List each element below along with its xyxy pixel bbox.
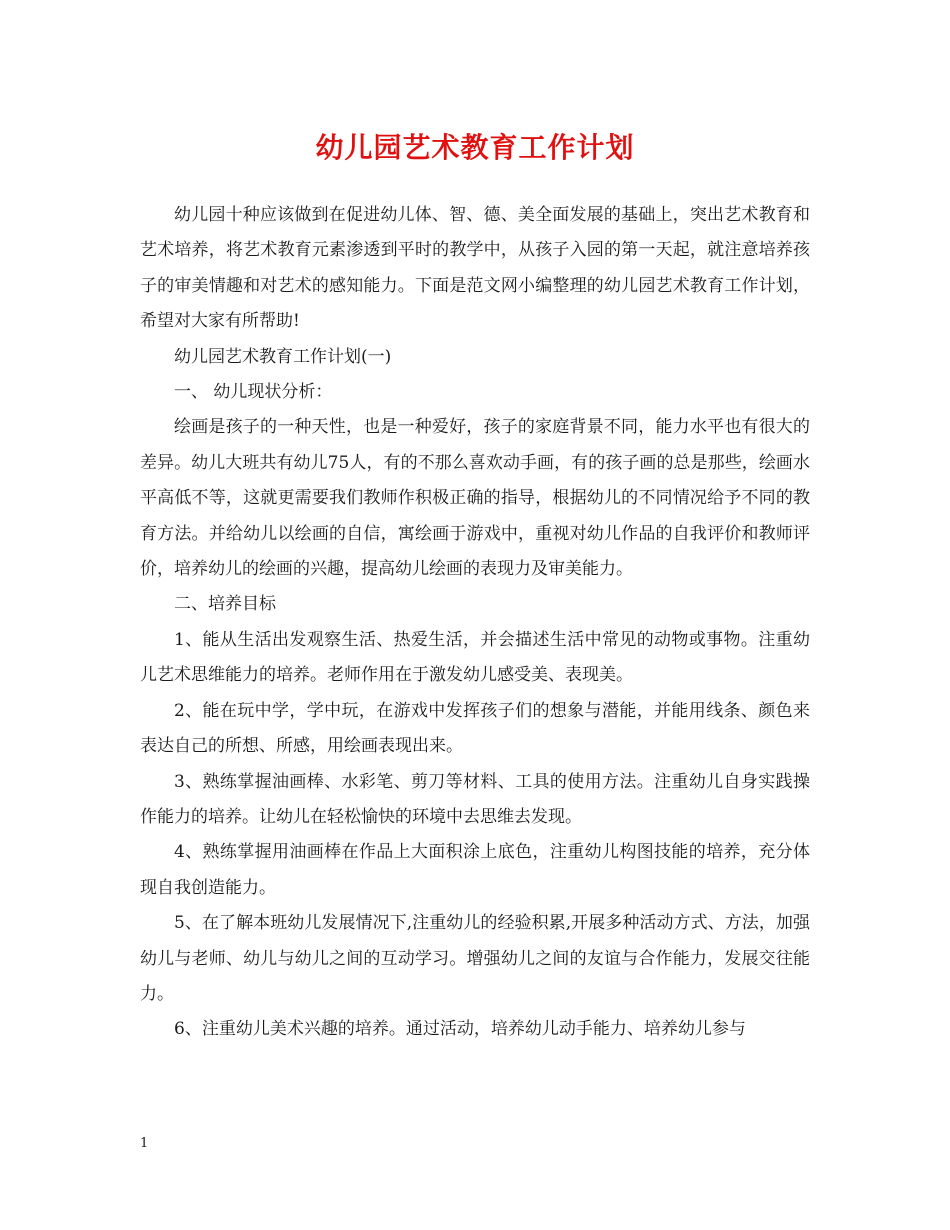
- document-title: 幼儿园艺术教育工作计划: [315, 131, 635, 164]
- goal-item-3: 3、熟练掌握油画棒、水彩笔、剪刀等材料、工具的使用方法。注重幼儿自身实践操作能力的培养。让幼儿在轻松愉快的环境中去思维去发现。: [140, 771, 810, 827]
- goal-item-5: 5、在了解本班幼儿发展情况下,注重幼儿的经验积累,开展多种活动方式、方法，加强幼儿与老师、幼儿与幼儿之间的互动学习。增强幼儿之间的友谊与合作能力，发展交往能力。: [140, 913, 810, 1004]
- page-number: 1: [140, 1136, 149, 1151]
- document-body: [140, 198, 810, 1048]
- goal-item-4: 4、熟练掌握用油画棒在作品上大面积涂上底色，注重幼儿构图技能的培养，充分体现自我创造能力。: [140, 842, 810, 898]
- section-heading-goals: 二、培养目标: [174, 594, 276, 615]
- section-heading-analysis: 一、 幼儿现状分析：: [174, 382, 333, 403]
- goal-item-6: 6、注重幼儿美术兴趣的培养。通过活动，培养幼儿动手能力、培养幼儿参与: [174, 1019, 746, 1040]
- intro-paragraph: 幼儿园十种应该做到在促进幼儿体、智、德、美全面发展的基础上，突出艺术教育和艺术培养，将艺术教育元素渗透到平时的教学中，从孩子入园的第一天起，就注意培养孩子的审美情趣和对艺术的感知能力。下面是范文网小编整理的幼儿园艺术教育工作计划，希望对大家有所帮助!: [140, 205, 810, 332]
- analysis-paragraph: 绘画是孩子的一种天性，也是一种爱好，孩子的家庭背景不同，能力水平也有很大的差异。幼儿大班共有幼儿75人，有的不那么喜欢动手画，有的孩子画的总是那些，绘画水平高低不等，这就更需要我们教师作积极正确的指导，根据幼儿的不同情况给予不同的教育方法。并给幼儿以绘画的自信，寓绘画于游戏中，重视对幼儿作品的自我评价和教师评价，培养幼儿的绘画的兴趣，提高幼儿绘画的表现力及审美能力。: [140, 417, 810, 580]
- section-heading-plan-one: 幼儿园艺术教育工作计划(一): [174, 346, 392, 367]
- goal-item-2: 2、能在玩中学，学中玩，在游戏中发挥孩子们的想象与潜能，并能用线条、颜色来表达自己的所想、所感，用绘画表现出来。: [140, 700, 810, 757]
- goal-item-1: 1、能从生活出发观察生活、热爱生活，并会描述生活中常见的动物或事物。注重幼儿艺术思维能力的培养。老师作用在于激发幼儿感受美、表现美。: [140, 629, 810, 686]
